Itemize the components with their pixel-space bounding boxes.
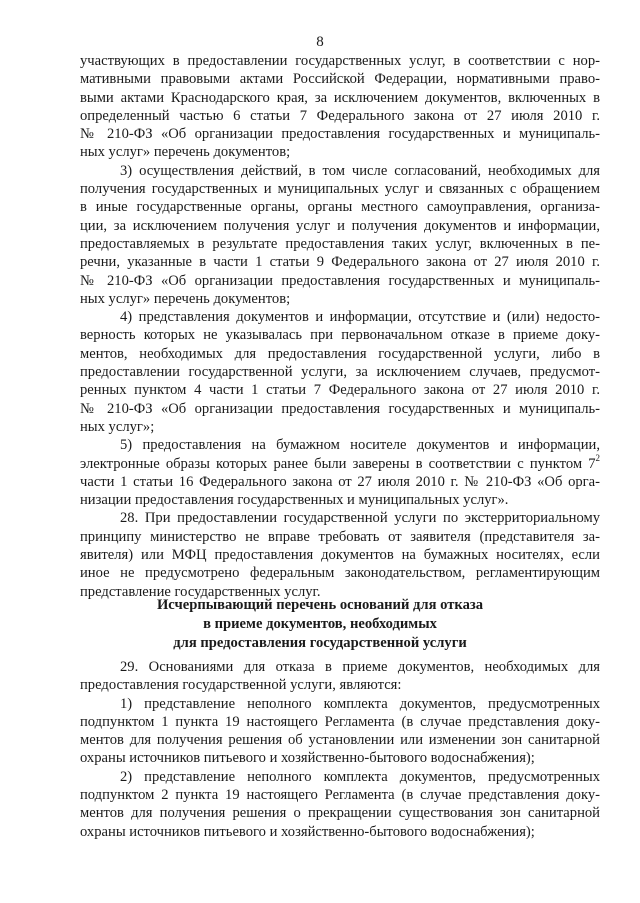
text-line <box>80 400 600 418</box>
text-line-content: ренных пунктом 4 части 1 статьи 7 Федерального закона от 27 июля 2010 г. <box>80 382 600 399</box>
text-line-content: предоставлении государственной услуги, за исключением случаев, предусмот- <box>80 364 600 381</box>
text-line <box>80 804 600 822</box>
text-line <box>80 491 600 509</box>
text-line-content: охраны источников питьевого и хозяйственно-бытового водоснабжения); <box>80 750 535 767</box>
footnote-superscript: 2 <box>595 452 600 463</box>
text-line <box>80 418 600 436</box>
text-line-content: 5) предоставления на бумажном носителе документов и информации, <box>120 437 600 454</box>
page-number: 8 <box>316 34 324 50</box>
text-line-content: ных услуг»; <box>80 418 155 435</box>
text-line-content: предоставления государственной услуги, являются: <box>80 677 402 694</box>
text-line <box>80 363 600 381</box>
text-line <box>80 180 600 198</box>
text-line <box>80 107 600 125</box>
heading-line: Исчерпывающий перечень оснований для отказа <box>156 597 484 613</box>
text-line-content: № 210-ФЗ «Об организации предоставления государственных и муниципаль- <box>80 126 600 143</box>
text-line <box>80 162 600 180</box>
text-line <box>80 326 600 344</box>
text-line <box>80 143 600 161</box>
text-line <box>80 452 600 473</box>
text-line-content: получения государственных и муниципальных услуг и связанных с обращением <box>80 181 600 198</box>
text-line-content: принципу министерство не вправе требовать от заявителя (представителя за- <box>80 528 600 545</box>
text-line-content: подпунктом 2 пункта 19 настоящего Регламента (в случае представления доку- <box>80 787 600 804</box>
text-line-content: ции, за исключением получения услуг и получения документов и информации, <box>80 217 600 234</box>
body-text-upper <box>80 52 600 601</box>
text-line-content: верность которых не указывалась при первоначальном отказе в приеме доку- <box>80 327 600 344</box>
text-line-content: предоставляемых в результате предоставления таких услуг, включенных в пе- <box>80 235 600 252</box>
text-line <box>80 823 600 841</box>
text-line <box>80 546 600 564</box>
text-line-content: части 1 статьи 16 Федерального закона от 27 июля 2010 г. № 210-ФЗ «Об орга- <box>80 473 600 490</box>
text-line-content: речни, указанные в части 1 статьи 9 Федерального закона от 27 июля 2010 г. <box>80 254 600 271</box>
text-line-content: определенный частью 6 статьи 7 Федерального закона от 27 июля 2010 г. <box>80 107 600 124</box>
text-line-content: № 210-ФЗ «Об организации предоставления государственных и муниципаль- <box>80 272 600 289</box>
text-line-content: 2) представление неполного комплекта документов, предусмотренных <box>120 768 600 785</box>
text-line-content: выми актами Краснодарского края, за исключением документов, включенных в <box>80 89 600 106</box>
text-line <box>80 70 600 88</box>
text-line <box>80 272 600 290</box>
text-line <box>80 308 600 326</box>
text-line-content: участвующих в предоставлении государственных услуг, в соответствии с нор- <box>80 53 600 69</box>
text-line-content: охраны источников питьевого и хозяйственно-бытового водоснабжения); <box>80 823 535 840</box>
section-heading <box>0 596 640 652</box>
text-line-content: представление государственных услуг. <box>80 583 321 600</box>
text-line-content: № 210-ФЗ «Об организации предоставления государственных и муниципаль- <box>80 400 600 417</box>
text-line <box>80 89 600 107</box>
text-line-content: ментов для получения решения о прекращении существования зон санитарной <box>80 805 600 822</box>
text-line-content: 28. При предоставлении государственной услуги по экстерриториальному <box>120 510 600 527</box>
heading-line: в приеме документов, необходимых <box>203 615 437 632</box>
text-line <box>80 564 600 582</box>
body-text-lower <box>80 658 600 841</box>
text-line-content: ных услуг» перечень документов; <box>80 290 291 307</box>
text-line <box>80 749 600 767</box>
text-line-content: 3) осуществления действий, в том числе согласований, необходимых для <box>120 162 600 179</box>
text-line-content: в иные государственные органы, органы местного самоуправления, организа- <box>80 199 600 216</box>
text-line <box>80 235 600 253</box>
text-line <box>80 125 600 143</box>
text-line-content: иное не предусмотрено федеральным законодательством, регламентирующим <box>80 565 600 582</box>
heading-line: для предоставления государственной услуги <box>173 634 467 651</box>
text-line <box>80 658 600 676</box>
text-line <box>80 381 600 399</box>
text-line-content: ментов для получения решения об установлении или изменении зон санитарной <box>80 732 600 749</box>
text-line-content: ных услуг» перечень документов; <box>80 144 291 161</box>
text-line <box>80 768 600 786</box>
text-line-content: явителя) или МФЦ предоставления документов на бумажных носителях, если <box>80 547 600 564</box>
text-line <box>80 198 600 216</box>
text-line-content: 29. Основаниями для отказа в приеме документов, необходимых для <box>120 659 600 675</box>
text-line <box>80 52 600 70</box>
text-line-content: низации предоставления государственных и муниципальных услуг». <box>80 492 509 509</box>
text-line <box>80 676 600 694</box>
text-line <box>80 713 600 731</box>
text-line-content: подпунктом 1 пункта 19 настоящего Регламента (в случае представления доку- <box>80 713 600 730</box>
text-line-content: электронные образы которых ранее были заверены в соответствии с пунктом 7 <box>80 455 596 472</box>
text-line <box>80 695 600 713</box>
text-line-content: 4) представления документов и информации, отсутствие и (или) недосто- <box>120 309 600 326</box>
text-line <box>80 253 600 271</box>
text-line <box>80 731 600 749</box>
text-line <box>80 786 600 804</box>
text-line <box>80 436 600 454</box>
text-line <box>80 345 600 363</box>
text-line-content: мативными правовыми актами Российской Федерации, нормативными право- <box>80 71 600 88</box>
text-line <box>80 217 600 235</box>
text-line <box>80 473 600 491</box>
text-line-content: 1) представление неполного комплекта документов, предусмотренных <box>120 695 600 712</box>
text-line <box>80 509 600 527</box>
text-line-content: ментов, необходимых для предоставления государственной услуги, либо в <box>80 345 600 362</box>
text-line <box>80 528 600 546</box>
text-line <box>80 290 600 308</box>
